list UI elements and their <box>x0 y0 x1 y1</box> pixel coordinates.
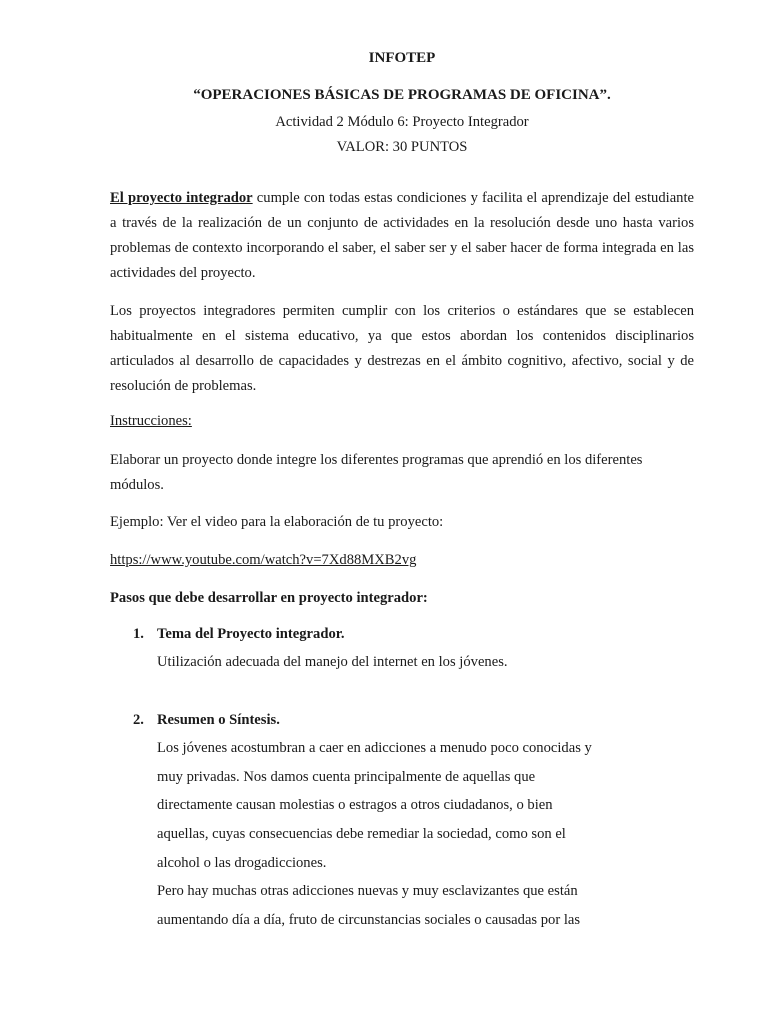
organization-title: INFOTEP <box>368 50 436 66</box>
document-page <box>110 0 694 1024</box>
intro-paragraph-text: cumple con todas estas condiciones y facilita el aprendizaje del estudiante a través de la realización de un conjunto de actividades en la resolución desde uno hasta varios problemas de contexto incorporando el saber, el saber ser y el saber hacer de forma integrada en las actividades del proyecto. <box>110 190 694 281</box>
instructions-line-2: módulos. <box>110 477 164 493</box>
step-2-line-3: directamente causan molestias o estragos a otros ciudadanos, o bien <box>157 797 553 813</box>
step-2-number: 2. <box>133 712 144 728</box>
intro-paragraph <box>110 186 694 286</box>
step-1-number: 1. <box>133 626 144 642</box>
youtube-link[interactable]: https://www.youtube.com/watch?v=7Xd88MXB2vg <box>110 552 417 568</box>
instructions-label: Instrucciones: <box>110 413 192 429</box>
points-value: VALOR: 30 PUNTOS <box>336 139 468 155</box>
activity-subtitle: Actividad 2 Módulo 6: Proyecto Integrador <box>275 114 529 130</box>
integrator-projects-paragraph: Los proyectos integradores permiten cumplir con los criterios o estándares que se establecen habitualmente en el sistema educativo, ya que estos abordan los contenidos disciplinarios articulados al desarrollo de capacidades y destrezas en el ámbito cognitivo, afectivo, social y de resolución de problemas. <box>110 303 694 394</box>
instructions-line-1: Elaborar un proyecto donde integre los diferentes programas que aprendió en los diferentes <box>110 452 643 468</box>
steps-heading: Pasos que debe desarrollar en proyecto integrador: <box>110 590 428 606</box>
step-2-line-1: Los jóvenes acostumbran a caer en adicciones a menudo poco conocidas y <box>157 740 592 756</box>
step-2-line-6: Pero hay muchas otras adicciones nuevas y muy esclavizantes que están <box>157 883 578 899</box>
step-2-title: Resumen o Síntesis. <box>157 712 280 728</box>
example-line: Ejemplo: Ver el video para la elaboración de tu proyecto: <box>110 514 444 530</box>
intro-lead-term: El proyecto integrador <box>110 190 253 206</box>
step-2-line-5: alcohol o las drogadicciones. <box>157 855 327 871</box>
step-2-line-7: aumentando día a día, fruto de circunstancias sociales o causadas por las <box>157 912 581 928</box>
step-1-title: Tema del Proyecto integrador. <box>157 626 345 642</box>
course-title: “OPERACIONES BÁSICAS DE PROGRAMAS DE OFICINA”. <box>193 87 611 103</box>
step-2-line-2: muy privadas. Nos damos cuenta principalmente de aquellas que <box>157 769 536 785</box>
step-2-line-4: aquellas, cuyas consecuencias debe remediar la sociedad, como son el <box>157 826 566 842</box>
step-1-line-1: Utilización adecuada del manejo del internet en los jóvenes. <box>157 654 508 670</box>
